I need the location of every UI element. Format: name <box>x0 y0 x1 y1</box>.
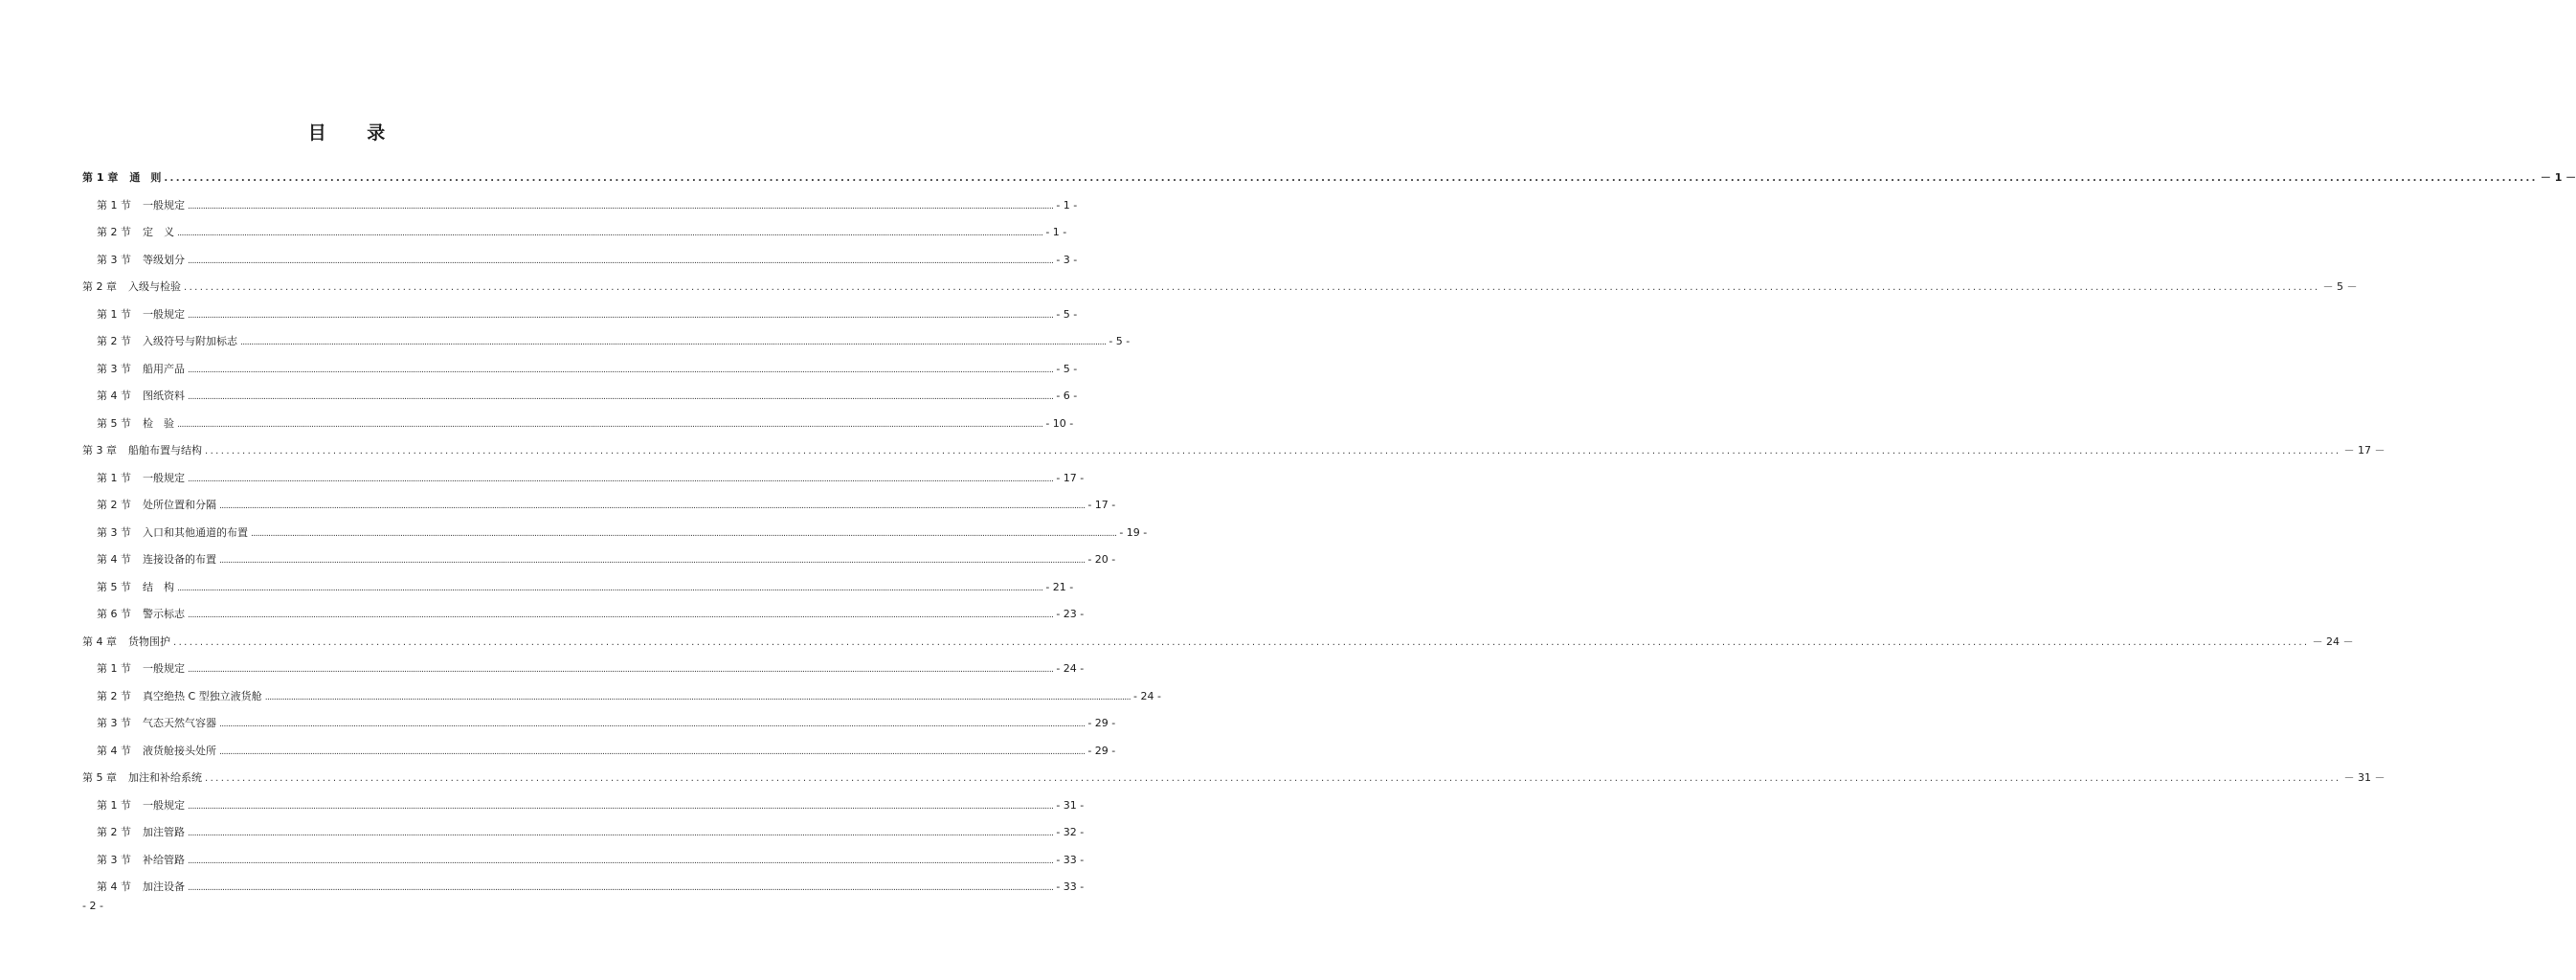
toc-entry-page: - 23 - <box>1056 608 1085 620</box>
toc-entry-title: 图纸资料 <box>143 390 185 402</box>
page-title: 目 录 <box>307 122 403 144</box>
dot-leader: ................................................................................................................................................................................................................................................................................................................................................................................................................ <box>164 173 2538 184</box>
toc-entry-page: - 5 - <box>1056 307 1078 321</box>
toc-entry-page: - 29 - <box>1087 717 1116 729</box>
toc-entry-title: 补给管路 <box>143 853 185 866</box>
dot-leader: ................................................................................................................................................................................................................................................................................................................................................................................................................ <box>188 256 1054 266</box>
toc-entry-title: 连接设备的布置 <box>143 553 216 566</box>
toc-entry-page: － 17 － <box>2343 444 2386 457</box>
dot-leader: ................................................................................................................................................................................................................................................................................................................................................................................................................ <box>188 856 1054 866</box>
toc-entry-title: 加注和补给系统 <box>128 771 202 784</box>
toc-chapter-entry[interactable] <box>0 633 2354 652</box>
toc-entry-title: 一般规定 <box>143 662 185 675</box>
toc-entry-title: 一般规定 <box>143 471 185 484</box>
toc-entry-number: 第 4 节 <box>97 744 131 757</box>
dot-leader: ................................................................................................................................................................................................................................................................................................................................................................................................................ <box>188 611 1054 620</box>
toc-chapter-entry[interactable] <box>0 168 2576 188</box>
dot-leader: ................................................................................................................................................................................................................................................................................................................................................................................................................ <box>177 229 1043 238</box>
dot-leader: ................................................................................................................................................................................................................................................................................................................................................................................................................ <box>219 720 1086 729</box>
toc-entry-number: 第 1 节 <box>97 798 131 812</box>
toc-entry-title: 船用产品 <box>143 362 185 375</box>
toc-entry-page: - 32 - <box>1056 826 1085 838</box>
toc-entry-title: 等级划分 <box>143 253 185 266</box>
dot-leader: ................................................................................................................................................................................................................................................................................................................................................................................................................ <box>188 474 1054 484</box>
toc-section-entry[interactable] <box>0 496 1116 515</box>
toc-entry-number: 第 2 节 <box>97 826 131 838</box>
toc-entry-number: 第 2 节 <box>97 226 131 238</box>
toc-entry-title: 入级符号与附加标志 <box>143 335 237 347</box>
toc-entry-number: 第 4 章 <box>82 635 117 648</box>
toc-section-entry[interactable] <box>0 851 1085 870</box>
dot-leader: ................................................................................................................................................................................................................................................................................................................................................................................................................ <box>188 365 1054 375</box>
toc-entry-title: 一般规定 <box>143 198 185 212</box>
toc-section-entry[interactable] <box>0 223 1067 242</box>
toc-section-entry[interactable] <box>0 414 1074 434</box>
toc-entry-page: － 31 － <box>2343 771 2386 784</box>
toc-entry-page: - 17 - <box>1087 499 1116 511</box>
toc-entry-page: － 1 － <box>2540 171 2576 184</box>
toc-section-entry[interactable] <box>0 714 1116 733</box>
toc-entry-title: 船舶布置与结构 <box>128 444 202 457</box>
toc-entry-number: 第 4 节 <box>97 553 131 566</box>
toc-entry-title: 处所位置和分隔 <box>143 499 216 511</box>
toc-entry-number: 第 3 节 <box>97 853 131 866</box>
toc-section-entry[interactable] <box>0 469 1085 488</box>
toc-section-entry[interactable] <box>0 332 1131 351</box>
toc-entry-page: - 3 - <box>1056 253 1078 266</box>
toc-entry-title: 警示标志 <box>143 608 185 620</box>
toc-entry-number: 第 1 节 <box>97 198 131 212</box>
toc-entry-page: - 19 - <box>1119 525 1148 539</box>
toc-section-entry[interactable] <box>0 360 1078 379</box>
dot-leader: ................................................................................................................................................................................................................................................................................................................................................................................................................ <box>219 501 1086 511</box>
toc-entry-title: 检 验 <box>143 416 174 430</box>
dot-leader: ................................................................................................................................................................................................................................................................................................................................................................................................................ <box>188 801 1054 812</box>
toc-entry-number: 第 4 节 <box>97 390 131 402</box>
toc-entry-number: 第 2 节 <box>97 689 131 702</box>
toc-entry-number: 第 2 章 <box>82 280 117 293</box>
toc-section-entry[interactable] <box>0 823 1085 842</box>
toc-section-entry[interactable] <box>0 305 1078 324</box>
toc-entry-page: - 24 - <box>1056 662 1085 675</box>
toc-entry-number: 第 2 节 <box>97 499 131 511</box>
toc-entry-page: - 6 - <box>1056 390 1078 402</box>
dot-leader: ................................................................................................................................................................................................................................................................................................................................................................................................................ <box>177 583 1043 593</box>
toc-entry-page: - 5 - <box>1109 335 1131 347</box>
page-number: - 2 - <box>82 900 103 912</box>
toc-section-entry[interactable] <box>0 550 1116 569</box>
dot-leader: ................................................................................................................................................................................................................................................................................................................................................................................................................ <box>188 883 1054 893</box>
toc-section-entry[interactable] <box>0 687 1161 706</box>
toc-section-entry[interactable] <box>0 659 1085 679</box>
dot-leader: ................................................................................................................................................................................................................................................................................................................................................................................................................ <box>264 692 1131 702</box>
dot-leader: ................................................................................................................................................................................................................................................................................................................................................................................................................ <box>188 310 1054 321</box>
dot-leader: ................................................................................................................................................................................................................................................................................................................................................................................................................ <box>205 773 2341 784</box>
toc-entry-page: - 33 - <box>1056 853 1085 866</box>
toc-entry-number: 第 4 节 <box>97 880 131 893</box>
toc-section-entry[interactable] <box>0 796 1085 815</box>
dot-leader: ................................................................................................................................................................................................................................................................................................................................................................................................................ <box>188 201 1054 212</box>
toc-section-entry[interactable] <box>0 578 1074 597</box>
toc-entry-number: 第 2 节 <box>97 335 131 347</box>
toc-entry-page: - 10 - <box>1045 416 1074 430</box>
dot-leader: ................................................................................................................................................................................................................................................................................................................................................................................................................ <box>184 282 2320 293</box>
toc-entry-page: - 31 - <box>1056 798 1085 812</box>
toc-entry-title: 定 义 <box>143 226 174 238</box>
dot-leader: ................................................................................................................................................................................................................................................................................................................................................................................................................ <box>219 746 1086 757</box>
toc-entry-number: 第 5 节 <box>97 580 131 593</box>
toc-entry-page: － 24 － <box>2312 635 2354 648</box>
toc-section-entry[interactable] <box>0 387 1078 406</box>
dot-leader: ................................................................................................................................................................................................................................................................................................................................................................................................................ <box>188 665 1054 675</box>
toc-entry-title: 入口和其他通道的布置 <box>143 525 248 539</box>
toc-section-entry[interactable] <box>0 196 1078 215</box>
toc-section-entry[interactable] <box>0 523 1148 543</box>
toc-entry-title: 气态天然气容器 <box>143 717 216 729</box>
toc-entry-number: 第 1 节 <box>97 307 131 321</box>
toc-entry-number: 第 1 章 <box>82 171 119 184</box>
dot-leader: ................................................................................................................................................................................................................................................................................................................................................................................................................ <box>240 338 1107 347</box>
toc-entry-title: 货物围护 <box>128 635 170 648</box>
toc-entry-page: － 5 － <box>2322 280 2358 293</box>
dot-leader: ................................................................................................................................................................................................................................................................................................................................................................................................................ <box>205 446 2341 457</box>
toc-entry-number: 第 5 章 <box>82 771 117 784</box>
toc-entry-page: - 1 - <box>1045 226 1067 238</box>
toc-entry-title: 真空绝热 C 型独立液货舱 <box>143 689 262 702</box>
toc-entry-number: 第 3 章 <box>82 444 117 457</box>
toc-chapter-entry[interactable] <box>0 768 2386 788</box>
toc-section-entry[interactable] <box>0 605 1085 624</box>
toc-entry-page: - 21 - <box>1045 580 1074 593</box>
toc-entry-page: - 20 - <box>1087 553 1116 566</box>
toc-entry-page: - 33 - <box>1056 880 1085 893</box>
toc-entry-title: 一般规定 <box>143 798 185 812</box>
dot-leader: ................................................................................................................................................................................................................................................................................................................................................................................................................ <box>188 829 1054 838</box>
dot-leader: ................................................................................................................................................................................................................................................................................................................................................................................................................ <box>188 392 1054 402</box>
toc-entry-title: 结 构 <box>143 580 174 593</box>
toc-section-entry[interactable] <box>0 742 1116 761</box>
dot-leader: ................................................................................................................................................................................................................................................................................................................................................................................................................ <box>177 419 1043 430</box>
toc-section-entry[interactable] <box>0 878 1085 897</box>
toc-entry-number: 第 3 节 <box>97 717 131 729</box>
toc-entry-number: 第 6 节 <box>97 608 131 620</box>
dot-leader: ................................................................................................................................................................................................................................................................................................................................................................................................................ <box>173 636 2310 648</box>
toc-entry-page: - 24 - <box>1133 689 1161 702</box>
toc-entry-number: 第 3 节 <box>97 362 131 375</box>
toc-entry-page: - 1 - <box>1056 198 1078 212</box>
toc-entry-title: 液货舱接头处所 <box>143 744 216 757</box>
dot-leader: ................................................................................................................................................................................................................................................................................................................................................................................................................ <box>251 528 1117 539</box>
toc-entry-title: 加注管路 <box>143 826 185 838</box>
toc-entry-page: - 29 - <box>1087 744 1116 757</box>
toc-entry-page: - 17 - <box>1056 471 1085 484</box>
toc-entry-number: 第 5 节 <box>97 416 131 430</box>
toc-chapter-entry[interactable] <box>0 278 2358 297</box>
toc-entry-page: - 5 - <box>1056 362 1078 375</box>
toc-chapter-entry[interactable] <box>0 441 2386 460</box>
toc-section-entry[interactable] <box>0 251 1078 270</box>
toc-entry-number: 第 1 节 <box>97 662 131 675</box>
dot-leader: ................................................................................................................................................................................................................................................................................................................................................................................................................ <box>219 556 1086 566</box>
toc-entry-title: 加注设备 <box>143 880 185 893</box>
toc-entry-title: 入级与检验 <box>128 280 181 293</box>
toc-entry-title: 通 则 <box>129 171 162 184</box>
toc-entry-title: 一般规定 <box>143 307 185 321</box>
toc-entry-number: 第 3 节 <box>97 525 131 539</box>
toc-entry-number: 第 1 节 <box>97 471 131 484</box>
toc-entry-number: 第 3 节 <box>97 253 131 266</box>
